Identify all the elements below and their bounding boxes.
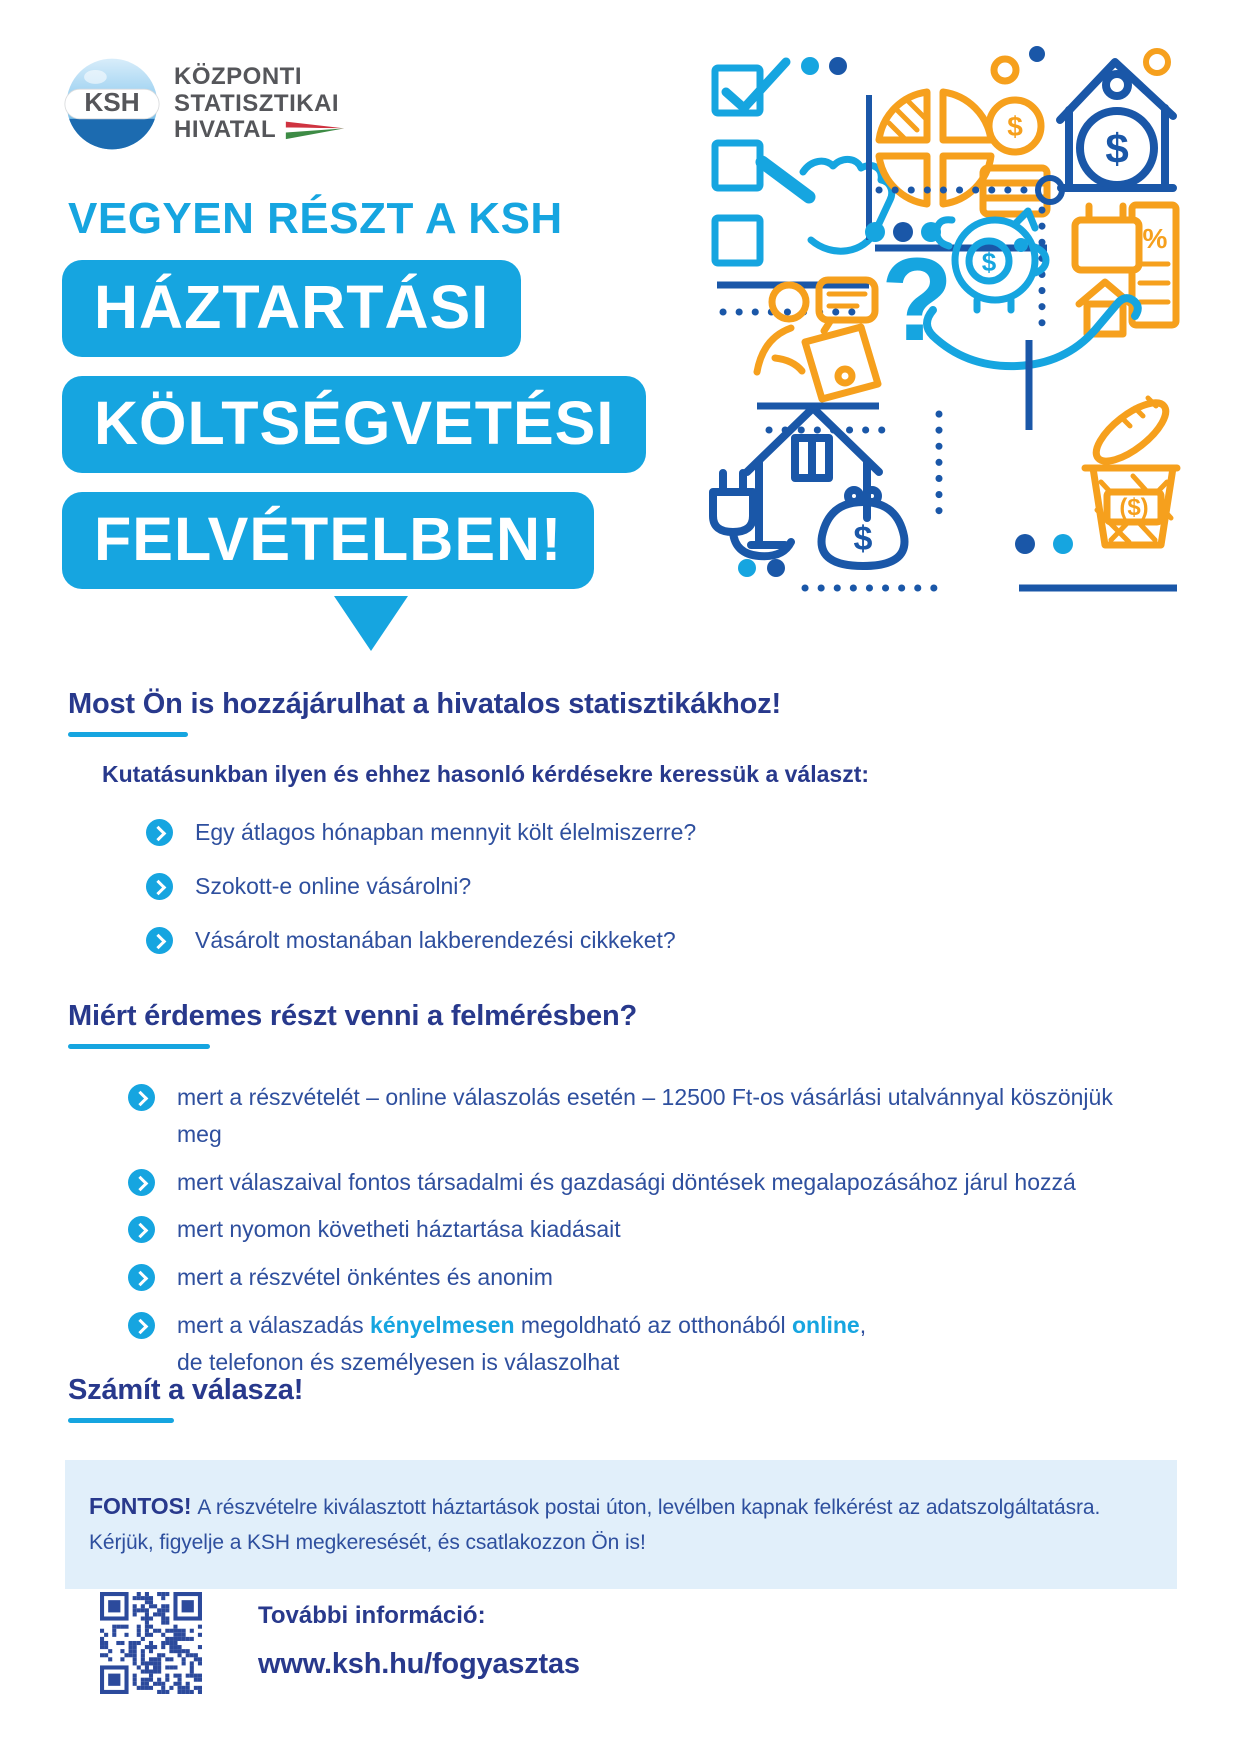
important-text: A részvételre kiválasztott háztartások postai úton, levélben kapnak felkérést az adatszolgáltatásra. Kérjük, figyelje a KSH megkeresését, és csatlakozzon Ön is!: [89, 1496, 1101, 1554]
bullet-item: [146, 814, 869, 851]
hero-title-line: KÖLTSÉGVETÉSI: [62, 376, 646, 473]
dot: [1029, 46, 1045, 62]
bullet-item: [146, 922, 869, 959]
dot: [829, 57, 847, 75]
hero-title-block: [62, 194, 646, 651]
bullet-text: mert válaszaival fontos társadalmi és gazdasági döntések megalapozásához járul hozzá: [177, 1168, 1076, 1195]
qr-code: [100, 1592, 202, 1694]
household-survey-illustration: [617, 40, 1182, 596]
grocery-basket-icon: [1085, 393, 1177, 545]
logo-org-line: HIVATAL: [174, 116, 277, 144]
chevron-bullet-icon: [146, 927, 173, 954]
ksh-globe-icon: [64, 56, 160, 152]
hero-title-line: HÁZTARTÁSI: [62, 260, 521, 357]
bullet-item: [128, 1211, 1137, 1248]
chevron-bullet-icon: [128, 1216, 155, 1243]
dot: [801, 57, 819, 75]
bullet-item: [128, 1259, 1137, 1296]
chevron-bullet-icon: [128, 1084, 155, 1111]
house-dollar-glyph: $: [1105, 125, 1129, 172]
bullet-text: mert nyomon követheti háztartása kiadásait: [177, 1216, 621, 1243]
coin-dollar-glyph: $: [1007, 111, 1023, 142]
why-bullet-list: [68, 1079, 1137, 1381]
house-plug-purse-icon: [713, 408, 904, 566]
chevron-bullet-icon: [146, 819, 173, 846]
bullet-text: mert a válaszadás kényelmesen megoldható az otthonából online, de telefonon és személyesen is válaszolhat: [177, 1311, 867, 1375]
bullet-text: mert a részvételét – online válaszolás esetén – 12500 Ft-os vásárlási utalvánnyal köszönjük meg: [177, 1084, 1113, 1147]
bullet-item: [128, 1307, 1137, 1381]
checklist-icon: [715, 62, 786, 263]
section-contribute: [68, 688, 869, 975]
question-mark-icon: ?: [880, 234, 954, 366]
section-why-heading: Miért érdemes részt venni a felmérésben?: [68, 1000, 638, 1032]
section-contribute-heading: Most Ön is hozzájárulhat a hivatalos statisztikákhoz!: [68, 688, 781, 720]
chevron-bullet-icon: [128, 1264, 155, 1291]
circle-ornament: [1146, 51, 1168, 73]
chevron-bullet-icon: [128, 1312, 155, 1339]
chevron-bullet-icon: [146, 873, 173, 900]
bullet-text: Egy átlagos hónapban mennyit költ élelmiszerre?: [195, 819, 697, 845]
dot: [738, 559, 756, 577]
section-contribute-intro: Kutatásunkban ilyen és ehhez hasonló kérdésekre keressük a választ:: [102, 761, 870, 787]
heading-underline: [68, 1044, 210, 1049]
section-closing: [68, 1374, 303, 1423]
footer-info: [258, 1592, 580, 1681]
person-speech-bubble-icon: [757, 280, 878, 399]
dot: [1015, 534, 1035, 554]
hero-kicker: VEGYEN RÉSZT A KSH: [68, 194, 563, 243]
logo-org-line: STATISZTIKAI: [174, 89, 340, 117]
heading-underline: [68, 1418, 174, 1423]
section-why: [68, 1000, 1137, 1392]
ksh-logo: [64, 56, 346, 152]
bullet-item: [146, 868, 869, 905]
logo-org-name: [174, 64, 346, 143]
bullet-item: [128, 1079, 1137, 1153]
piggy-dollar-glyph: $: [981, 247, 997, 277]
footer-info-label: További információ:: [258, 1602, 486, 1629]
hero-title-line: FELVÉTELBEN!: [62, 492, 594, 589]
heading-underline: [68, 732, 188, 737]
closing-heading: Számít a válasza!: [68, 1374, 304, 1406]
bullet-text: Szokott-e online vásárolni?: [195, 872, 472, 899]
hungarian-flag-icon: [284, 120, 346, 140]
footer-url-link[interactable]: www.ksh.hu/fogyasztas: [258, 1648, 580, 1680]
bullet-item: [128, 1164, 1137, 1201]
logo-org-line: KÖZPONTI: [174, 63, 302, 91]
dot: [1053, 534, 1073, 554]
logo-acronym: KSH: [84, 86, 140, 117]
important-label: FONTOS!: [89, 1493, 192, 1519]
receipt-percent-glyph: %: [1142, 223, 1168, 254]
footer: [100, 1592, 580, 1694]
important-notice-box: [65, 1460, 1177, 1589]
dot: [767, 559, 785, 577]
purse-dollar-glyph: $: [853, 520, 873, 558]
speech-bubble-tail: [334, 596, 408, 651]
basket-bill-glyph: ($): [1119, 494, 1149, 521]
bullet-text: Vásárolt mostanában lakberendezési cikkeket?: [195, 926, 676, 953]
contribute-bullet-list: [68, 814, 869, 958]
bullet-text: mert a részvétel önkéntes és anonim: [177, 1264, 553, 1291]
chevron-bullet-icon: [128, 1169, 155, 1196]
